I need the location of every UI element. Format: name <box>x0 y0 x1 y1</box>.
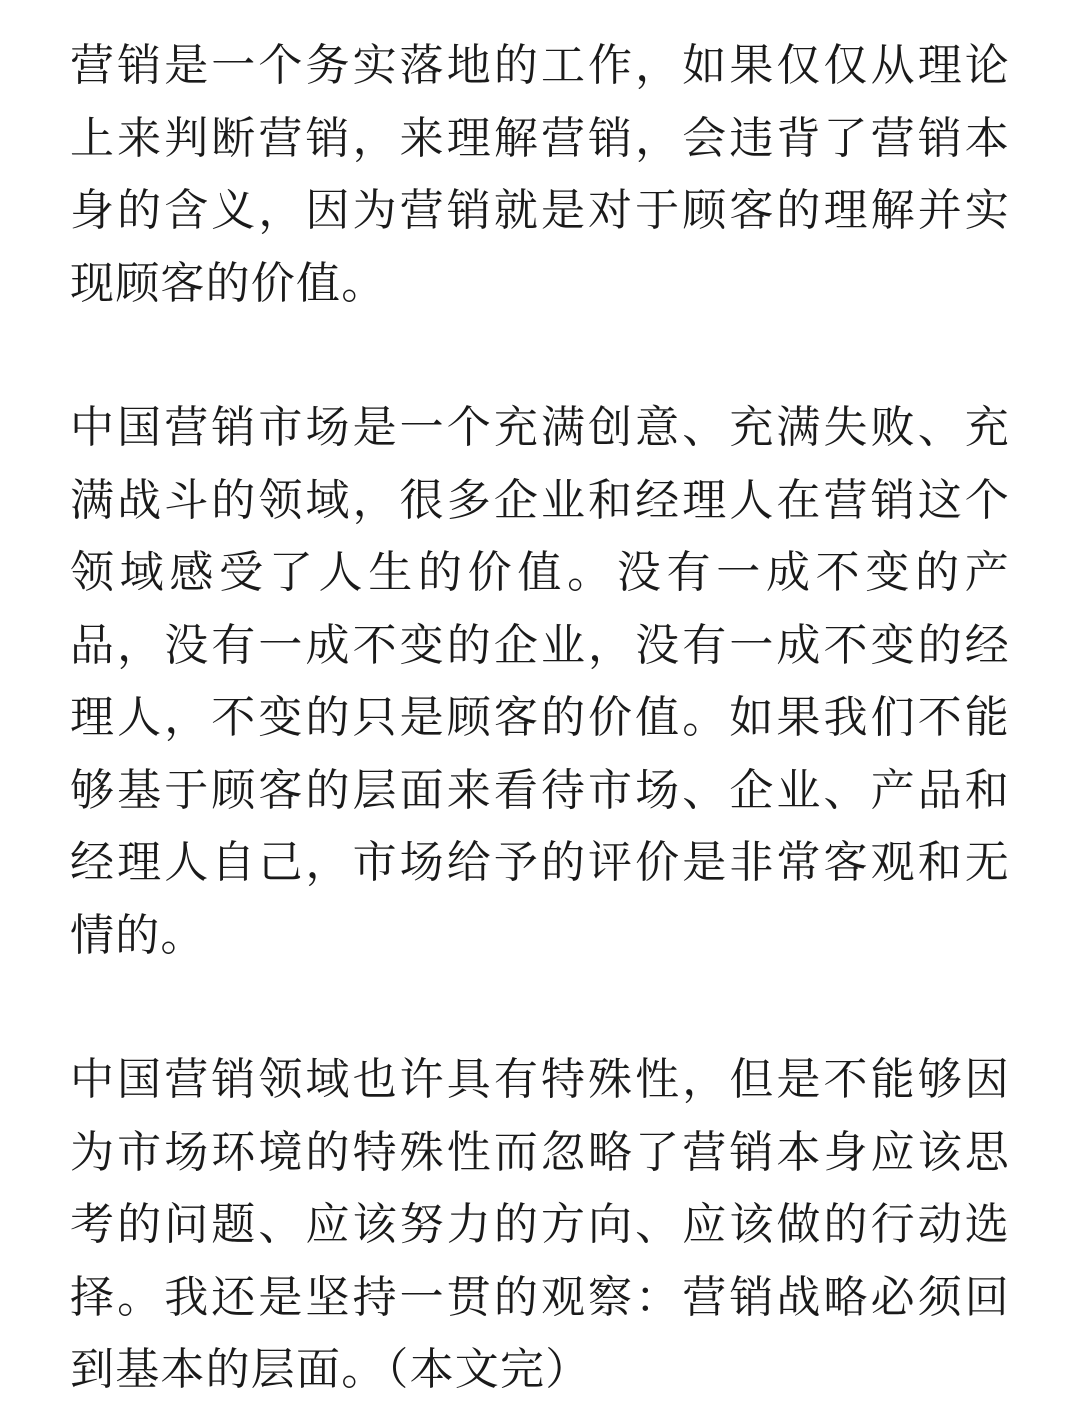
article-paragraph-3: 中国营销领域也许具有特殊性，但是不能够因为市场环境的特殊性而忽略了营销本身应该思考的问题、应该努力的方向、应该做的行动选择。我还是坚持一贯的观察：营销战略必须回到基本的层面。（本文完） <box>70 1054 1010 1395</box>
article-paragraph-2: 中国营销市场是一个充满创意、充满失败、充满战斗的领域，很多企业和经理人在营销这个领域感受了人生的价值。没有一成不变的产品，没有一成不变的企业，没有一成不变的经理人，不变的只是顾客的价值。如果我们不能够基于顾客的层面来看待市场、企业、产品和经理人自己，市场给予的评价是非常客观和无情的。 <box>70 402 1010 961</box>
article-paragraph-1: 营销是一个务实落地的工作，如果仅仅从理论上来判断营销，来理解营销，会违背了营销本身的含义，因为营销就是对于顾客的理解并实现顾客的价值。 <box>70 40 1010 309</box>
article-body <box>70 30 1010 1407</box>
